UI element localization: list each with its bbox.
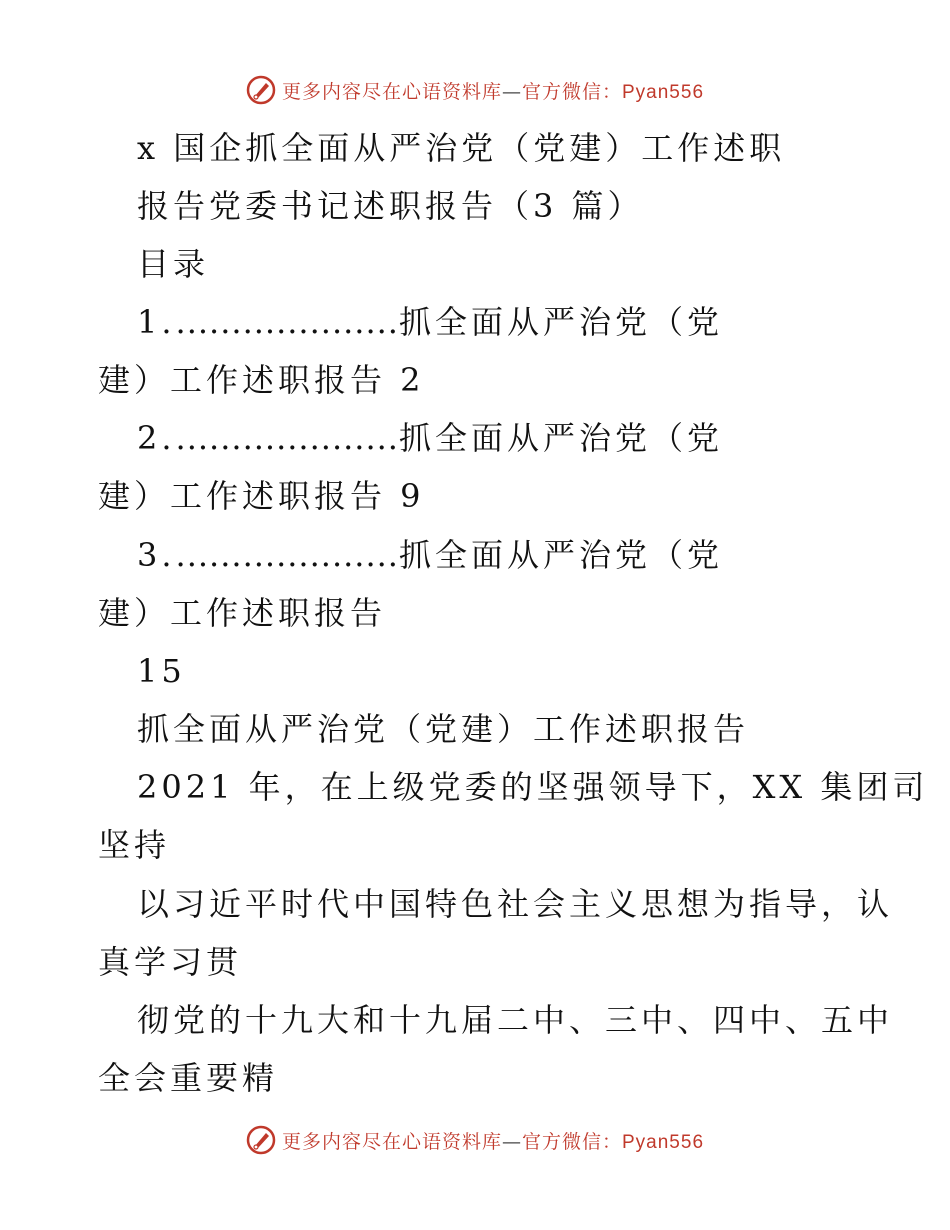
toc-entry-title: 抓全面从严治党（党: [398, 419, 723, 457]
toc-entry-3-page: 15: [137, 652, 186, 690]
toc-entry-2-continued[interactable]: 建）工作述职报告 9: [98, 477, 425, 515]
watermark-text: 更多内容尽在心语资料库—官方微信：Pyan556: [281, 1130, 705, 1153]
document-title-line-2: 报告党委书记述职报告（3 篇）: [137, 187, 644, 225]
toc-entry-number: 3.: [137, 536, 176, 574]
toc-entry-title: 抓全面从严治党（党: [398, 303, 723, 341]
toc-entry-1-continued[interactable]: 建）工作述职报告 2: [98, 361, 425, 399]
toc-entry-2[interactable]: [137, 418, 723, 458]
toc-leader-dots: ....................: [175, 419, 399, 457]
section-title: 抓全面从严治党（党建）工作述职报告: [137, 710, 750, 748]
toc-entry-3-continued[interactable]: 建）工作述职报告: [98, 594, 387, 632]
watermark-text: 更多内容尽在心语资料库—官方微信：Pyan556: [281, 80, 705, 103]
toc-entry-number: 2.: [137, 419, 176, 457]
toc-entry-number: 1.: [137, 303, 176, 341]
toc-leader-dots: ....................: [175, 303, 399, 341]
watermark-banner-top: [0, 70, 950, 110]
paragraph-1-line-2: 坚持: [98, 826, 171, 864]
document-title-line-1: x 国企抓全面从严治党（党建）工作述职: [137, 129, 786, 167]
paragraph-3-line-1: 彻党的十九大和十九届二中、三中、四中、五中: [137, 1001, 894, 1039]
pen-logo-icon: [246, 75, 276, 105]
paragraph-1-line-1: 2021 年，在上级党委的坚强领导下，XX 集团司: [137, 768, 929, 806]
paragraph-3-line-2: 全会重要精: [98, 1059, 279, 1097]
paragraph-2-line-1: 以习近平时代中国特色社会主义思想为指导，认: [137, 885, 894, 923]
toc-leader-dots: ....................: [175, 536, 399, 574]
watermark-banner-bottom: [0, 1120, 950, 1160]
pen-logo-icon: [246, 1125, 276, 1155]
toc-entry-1[interactable]: [137, 302, 723, 342]
toc-heading: 目录: [137, 245, 210, 283]
toc-entry-title: 抓全面从严治党（党: [398, 536, 723, 574]
toc-entry-3[interactable]: [137, 535, 723, 575]
paragraph-2-line-2: 真学习贯: [98, 943, 243, 981]
